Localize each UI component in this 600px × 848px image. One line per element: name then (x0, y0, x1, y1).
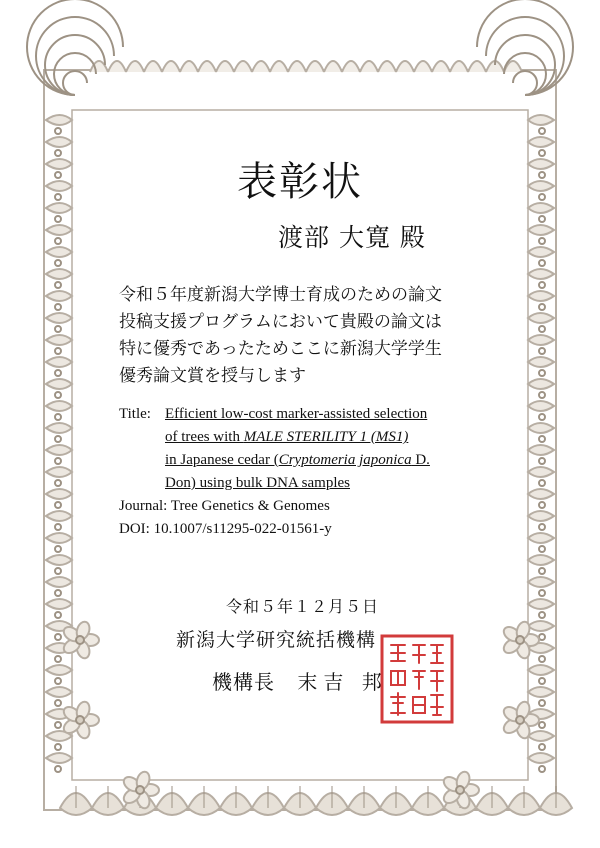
certificate-title: 表彰状 (237, 159, 363, 205)
paper-title-line: D. (411, 452, 430, 468)
issuing-organization: 新潟大学研究統括機構 (176, 629, 377, 651)
journal-line: Journal: Tree Genetics & Genomes (119, 498, 330, 514)
paper-title-row (119, 403, 499, 495)
signer-name: 末吉 邦 (297, 670, 388, 694)
paper-title-line: Don) using bulk DNA samples (165, 475, 350, 491)
paper-info (119, 403, 499, 541)
recipient-name: 渡部 大寛 殿 (278, 223, 426, 252)
gene-name: MALE STERILITY 1 (MS1) (243, 429, 409, 445)
species-name: Cryptomeria japonica (278, 452, 412, 468)
statement-line: 特に優秀であったためここに新潟大学学生 (119, 339, 442, 359)
award-statement (119, 282, 499, 390)
paper-title-line: Efficient low-cost marker-assisted selection (165, 406, 428, 422)
signer (212, 666, 388, 695)
statement-line: 令和５年度新潟大学博士育成のための論文 (119, 285, 442, 305)
doi-line: DOI: 10.1007/s11295-022-01561-y (119, 521, 332, 537)
paper-title (165, 403, 499, 495)
title-label: Title: (119, 406, 151, 422)
official-seal (379, 633, 455, 725)
paper-title-line: in Japanese cedar ( (165, 452, 279, 468)
statement-line: 優秀論文賞を授与します (119, 366, 306, 386)
signer-role: 機構長 (212, 670, 275, 694)
award-date: 令和５年１２月５日 (226, 597, 380, 616)
paper-title-line: of trees with (165, 429, 244, 445)
statement-line: 投稿支援プログラムにおいて貴殿の論文は (119, 312, 442, 332)
